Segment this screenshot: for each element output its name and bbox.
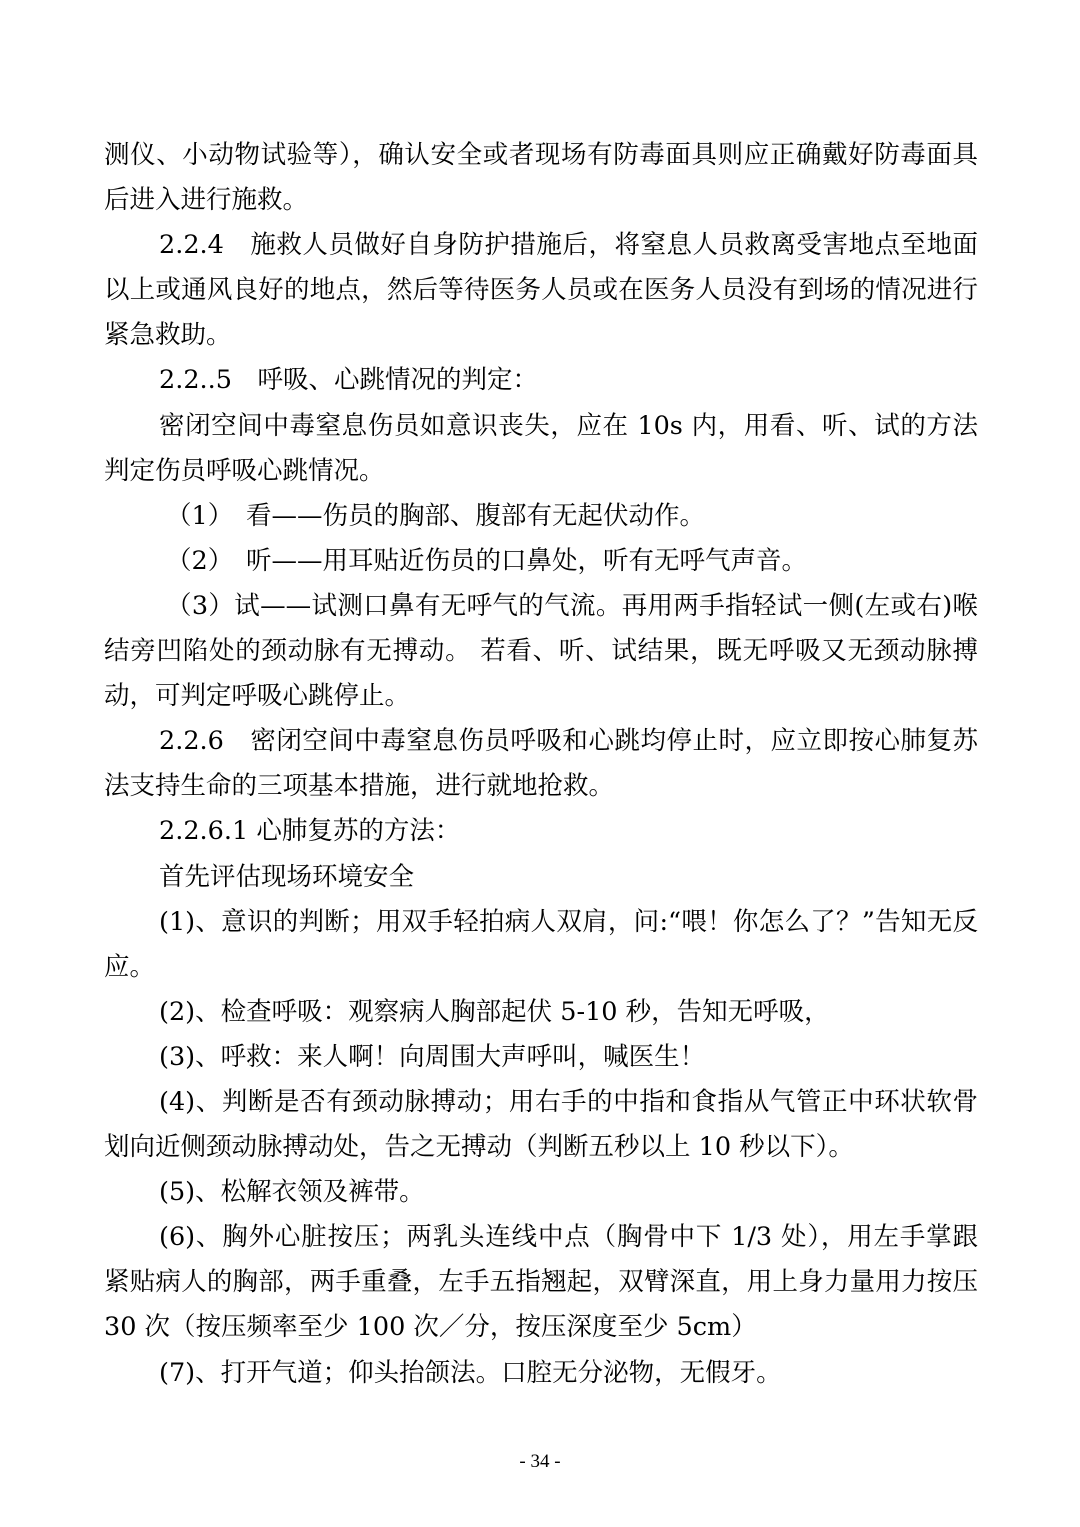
paragraph-judgement-intro: 密闭空间中毒窒息伤员如意识丧失，应在 10s 内，用看、听、试的方法判定伤员呼吸心跳情况。 xyxy=(104,410,978,486)
page-number: - 34 - xyxy=(519,1451,561,1472)
paragraph-assess-safety: 首先评估现场环境安全 xyxy=(159,861,415,892)
list-item-look: （1） 看——伤员的胸部、腹部有无起伏动作。 xyxy=(166,500,705,531)
step-3-call-help: (3)、呼救：来人啊！向周围大声呼叫，喊医生！ xyxy=(159,1041,706,1072)
heading-2-2-6-1: 2.2.6.1 心肺复苏的方法： xyxy=(159,816,461,847)
step-7-airway: (7)、打开气道；仰头抬颌法。口腔无分泌物，无假牙。 xyxy=(159,1357,782,1388)
step-5-loosen: (5)、松解衣领及裤带。 xyxy=(159,1177,425,1208)
paragraph-2-2-4: 2.2.4 施救人员做好自身防护措施后，将窒息人员救离受害地点至地面以上或通风良好的地点，然后等待医务人员或在医务人员没有到场的情况进行紧急救助。 xyxy=(104,230,978,351)
heading-2-2-5: 2.2..5 呼吸、心跳情况的判定： xyxy=(159,365,538,396)
list-item-test: （3）试——试测口鼻有无呼气的气流。再用两手指轻试一侧(左或右)喉结旁凹陷处的颈动脉有无搏动。 若看、听、试结果，既无呼吸又无颈动脉搏动，可判定呼吸心跳停止。 xyxy=(104,590,978,712)
step-6-compression: (6)、胸外心脏按压；两乳头连线中点（胸骨中下 1/3 处），用左手掌跟紧贴病人的胸部，两手重叠，左手五指翘起，双臂深直，用上身力量用力按压 30 次（按压频率至少 100 次／分，按压深度至少 5cm） xyxy=(104,1222,978,1343)
paragraph-2-2-6: 2.2.6 密闭空间中毒窒息伤员呼吸和心跳均停止时，应立即按心肺复苏法支持生命的三项基本措施，进行就地抢救。 xyxy=(104,726,978,802)
step-2-breathing: (2)、检查呼吸：观察病人胸部起伏 5-10 秒，告知无呼吸， xyxy=(159,996,830,1027)
list-item-listen: （2） 听——用耳贴近伤员的口鼻处，听有无呼气声音。 xyxy=(166,545,807,576)
paragraph-continuation: 测仪、小动物试验等），确认安全或者现场有防毒面具则应正确戴好防毒面具后进入进行施救。 xyxy=(104,140,978,216)
body-text xyxy=(104,133,978,1396)
step-1-consciousness: (1)、意识的判断；用双手轻拍病人双肩，问:“喂！你怎么了？”告知无反应。 xyxy=(104,906,978,982)
step-4-pulse: (4)、判断是否有颈动脉搏动；用右手的中指和食指从气管正中环状软骨划向近侧颈动脉搏动处，告之无搏动（判断五秒以上 10 秒以下）。 xyxy=(104,1086,978,1163)
